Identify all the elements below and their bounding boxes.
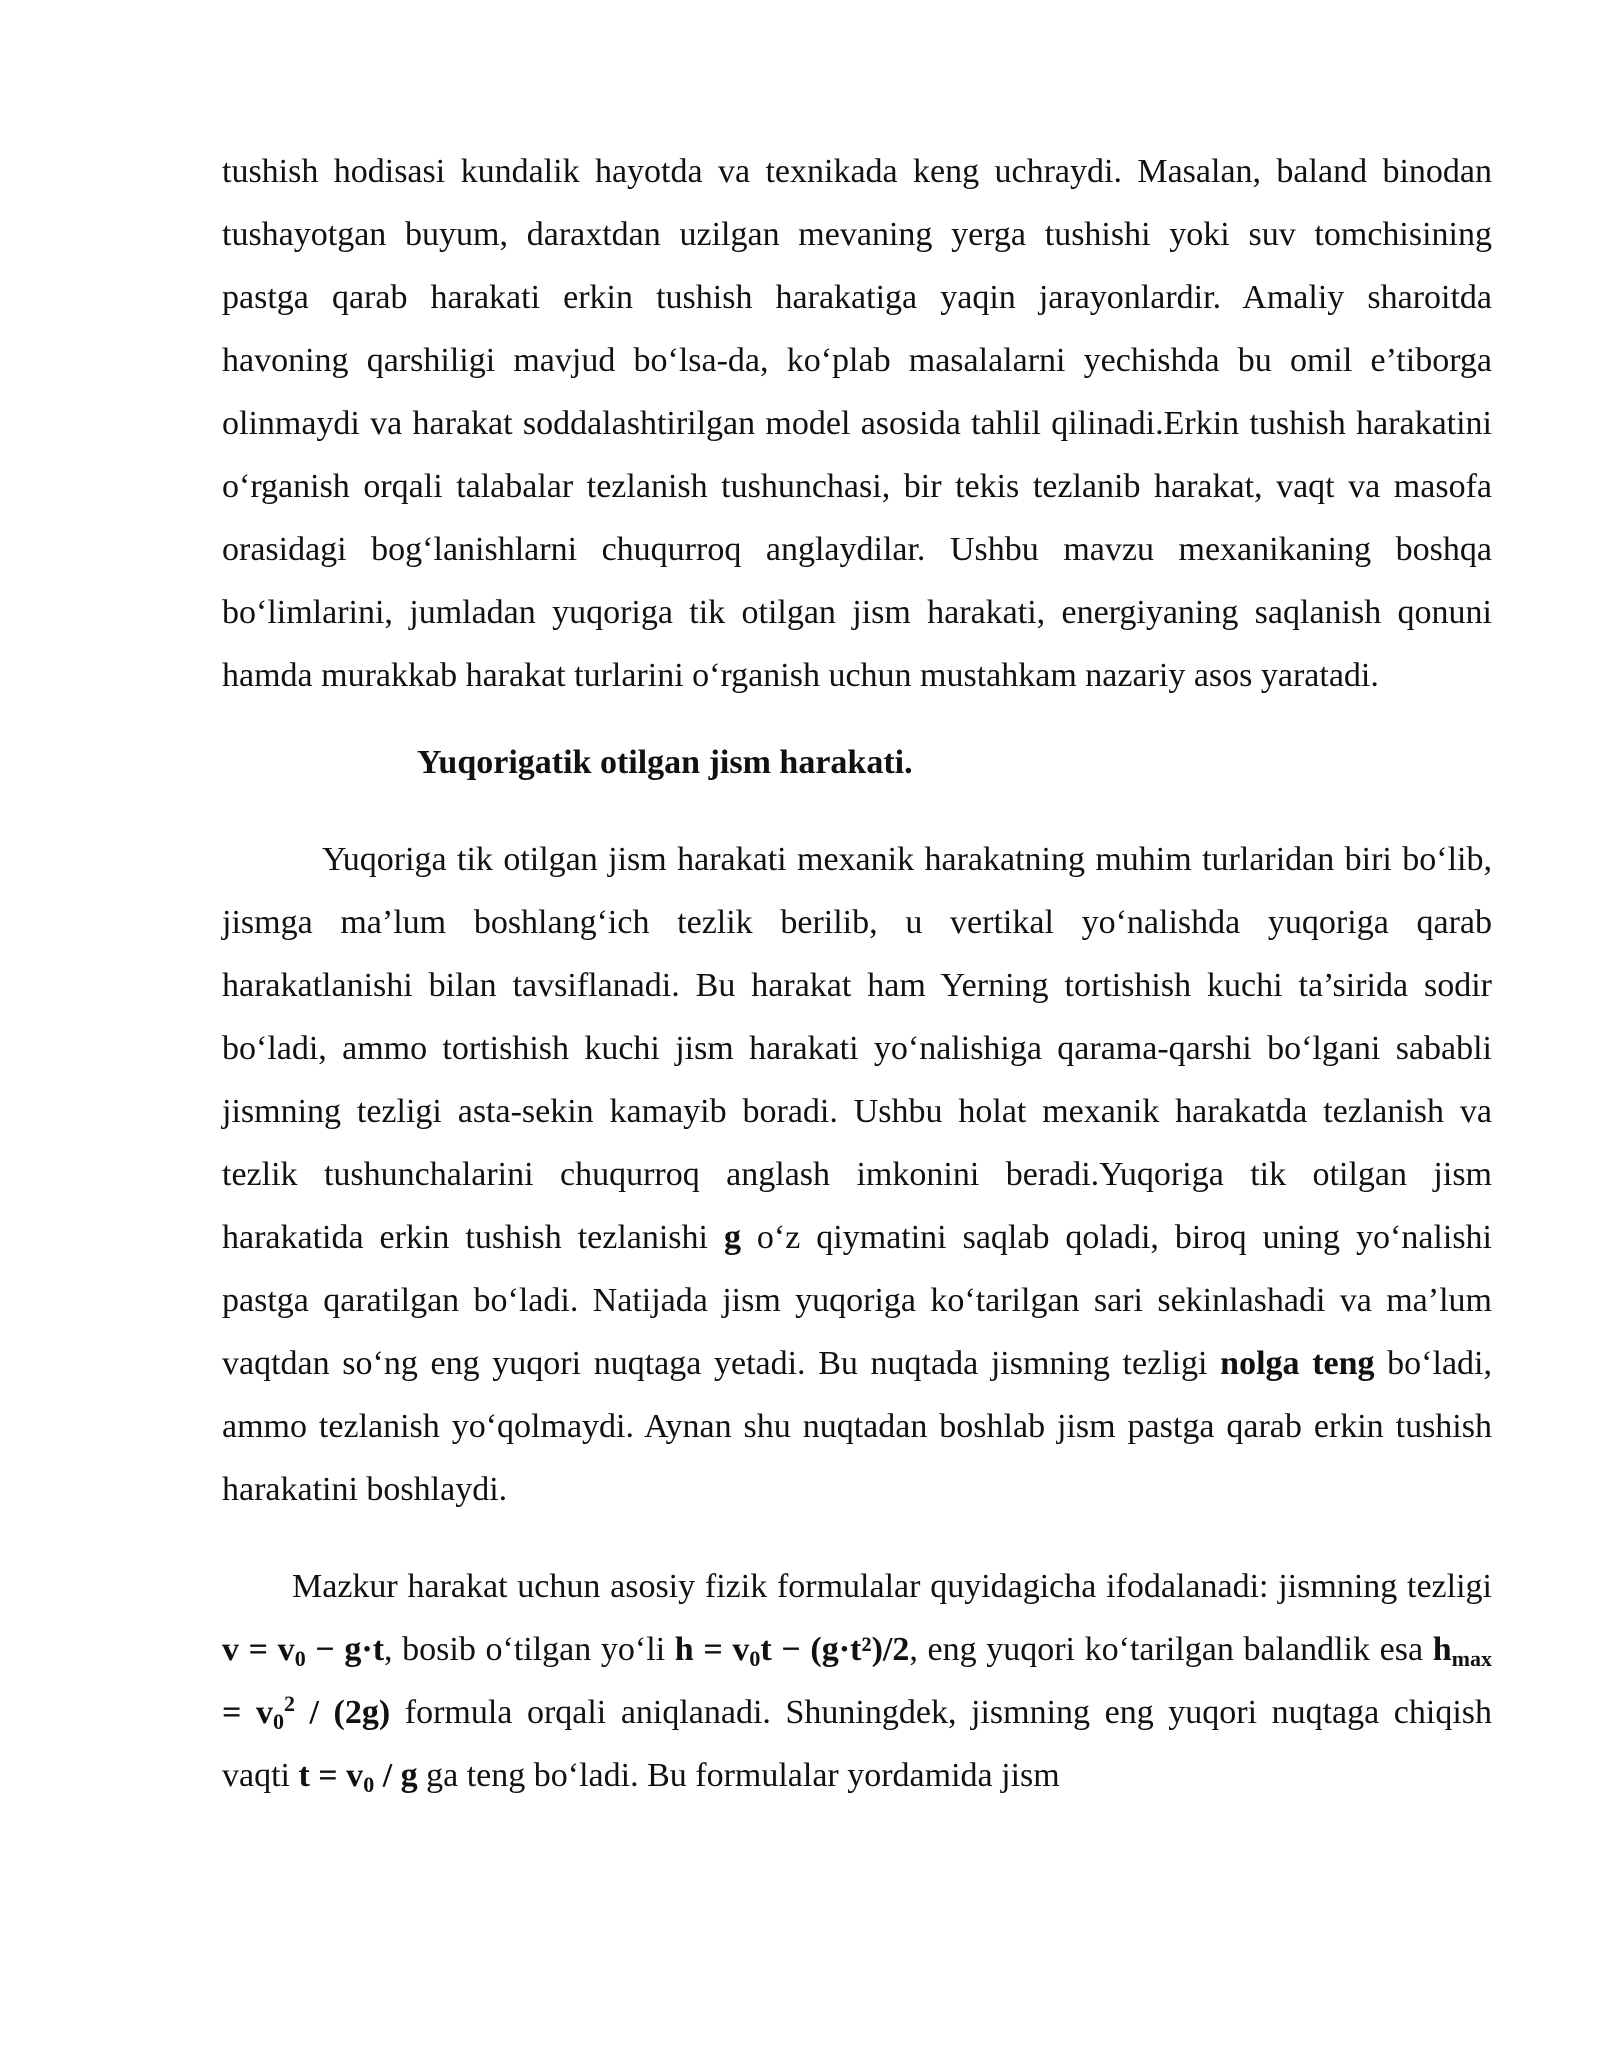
text-run: o‘z qiymatini saqlab qoladi, biroq uning yo‘nalishi pastga qaratilgan bo‘ladi. Natijada jism yuqoriga ko‘tarilgan sari sekinlashadi va ma’lum vaqtdan so‘ng eng yuqori nuqtaga yetadi. Bu nuqtada jismning tezligi — [222, 1219, 1492, 1382]
paragraph-free-fall-summary: tushish hodisasi kundalik hayotda va texnikada keng uchraydi. Masalan, baland binodan tushayotgan buyum, daraxtdan uzilgan mevaning yerga tushishi yoki suv tomchisining pastga qarab harakati erkin tushish harakatiga yaqin jarayonlardir. Amaliy sharoitda havoning qarshiligi mavjud bo‘lsa-da, ko‘plab masalalarni yechishda bu omil e’tiborga olinmaydi va harakat soddalashtirilgan model asosida tahlil qilinadi.Erkin tushish harakatini o‘rganish orqali talabalar tezlanish tushunchasi, bir tekis tezlanib harakat, vaqt va masofa orasidagi bog‘lanishlarni chuqurroq anglaydilar. Ushbu mavzu mexanikaning boshqa bo‘limlarini, jumladan yuqoriga tik otilgan jism harakati, energiyaning saqlanish qonuni hamda murakkab harakat turlarini o‘rganish uchun mustahkam nazariy asos yaratadi. — [222, 153, 1492, 694]
text-run: bo‘ladi, ammo tezlanish yo‘qolmaydi. Aynan shu nuqtadan boshlab jism pastga qarab erkin tushish harakatini boshlaydi. — [222, 1345, 1492, 1508]
formula-velocity: $v = v_0 - g\cdot t$ — [222, 1631, 385, 1671]
section-heading: Yuqorigatik otilgan jism harakati. — [417, 744, 913, 781]
bold-term-zero: nolga teng — [1220, 1345, 1375, 1382]
paragraph-formulas — [222, 1555, 1492, 1807]
text-run: ga teng bo‘ladi. Bu formulalar yordamida jism — [417, 1757, 1060, 1794]
text-run: formula orqali aniqlanadi. Shuningdek, jismning eng yuqori nuqtaga chiqish vaqti — [222, 1694, 1493, 1794]
formula-rise-time: $t = v_0 / g$ — [298, 1757, 418, 1797]
document-body — [222, 140, 1492, 1807]
text-run: , eng yuqori ko‘tarilgan balandlik esa — [909, 1631, 1433, 1668]
bold-term-g: g — [723, 1219, 741, 1256]
paragraph-vertical-throw — [222, 828, 1492, 1521]
text-run: , bosib o‘tilgan yo‘li — [384, 1631, 675, 1668]
text-run: Yuqoriga tik otilgan jism harakati mexanik harakatning muhim turlaridan biri bo‘lib, jismga ma’lum boshlang‘ich tezlik berilib, u vertikal yo‘nalishda yuqoriga qarab harakatlanishi bilan tavsiflanadi. Bu harakat ham Yerning tortishish kuchi ta’sirida sodir bo‘ladi, ammo tortishish kuchi jism harakati yo‘nalishiga qarama-qarshi bo‘lgani sababli jismning tezligi asta-sekin kamayib boradi. Ushbu holat mexanik harakatda tezlanish va tezlik tushunchalarini chuqurroq anglash imkonini beradi.Yuqoriga tik otilgan jism harakatida erkin tushish tezlanishi — [222, 841, 1492, 1256]
text-run: Mazkur harakat uchun asosiy fizik formulalar quyidagicha ifodalanadi: jismning tezligi — [292, 1568, 1492, 1605]
formula-distance: $h = v_0t - (g\cdot t^2)/2$ — [674, 1631, 910, 1671]
formula-max-height: $h_{max} = v_0^2 / (2g)$ — [222, 1631, 1492, 1734]
